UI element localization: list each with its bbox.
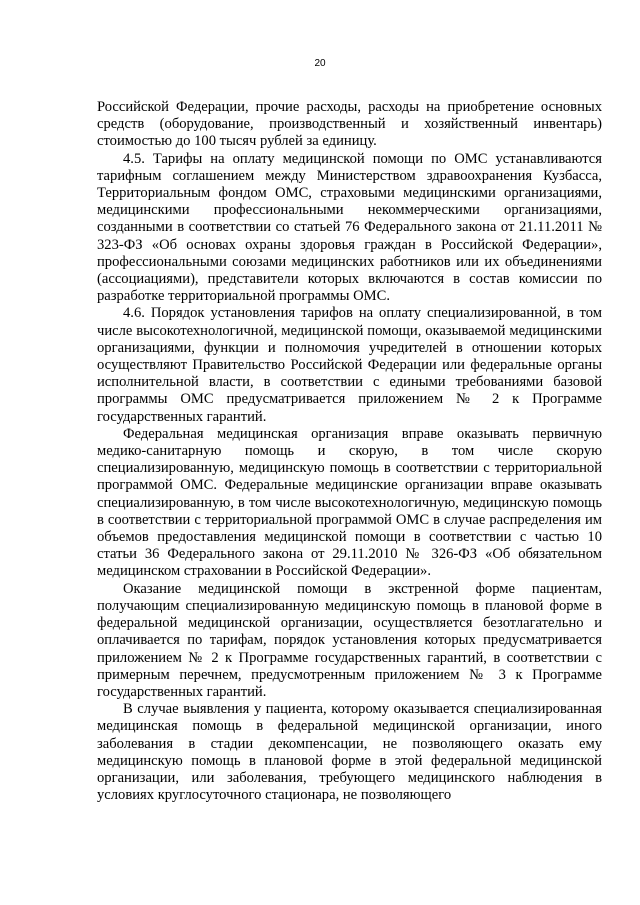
paragraph-4-6: 4.6. Порядок установления тарифов на оплату специализированной, в том числе высокотехнологичной, медицинской помощи, оказываемой медицинскими организациями, функции и полномочия учредителей в отношении которых осуществляют Правительство Российской Федерации или федеральные органы исполнительной власти, в соответствии с едиными требованиями базовой программы ОМС предусматривается приложением № 2 к Программе государственных гарантий. [97,305,602,425]
paragraph-decompensation: В случае выявления у пациента, которому оказывается специализированная медицинская помощь в федеральной медицинской организации, иного заболевания в стадии декомпенсации, не позволяющего оказать ему медицинскую помощь в плановой форме в этой федеральной медицинской организации, или заболевания, требующего медицинского наблюдения в условиях круглосуточного стационара, не позволяющего [97,701,602,804]
page-number: 20 [314,58,326,69]
paragraph-emergency-care: Оказание медицинской помощи в экстренной форме пациентам, получающим специализированную медицинскую помощь в плановой форме в федеральной медицинской организации, осуществляется безотлагательно и оплачивается по тарифам, порядок установления которых предусматривается приложением № 2 к Программе государственных гарантий, в соответствии с примерным перечнем, предусмотренным приложением № 3 к Программе государственных гарантий. [97,580,602,700]
paragraph-federal-organization: Федеральная медицинская организация вправе оказывать первичную медико-санитарную помощь и скорую, в том числе скорую специализированную, медицинскую помощь в соответствии с территориальной программой ОМС. Федеральные медицинские организации вправе оказывать специализированную, в том числе высокотехнологичную, медицинскую помощь в соответствии с территориальной программой ОМС в случае распределения им объемов предоставления медицинской помощи в соответствии с частью 10 статьи 36 Федерального закона от 29.11.2010 № 326-ФЗ «Об обязательном медицинском страховании в Российской Федерации». [97,425,602,580]
paragraph-continuation: Российской Федерации, прочие расходы, расходы на приобретение основных средств (оборудование, производственный и хозяйственный инвентарь) стоимостью до 100 тысяч рублей за единицу. [97,99,602,150]
paragraph-4-5: 4.5. Тарифы на оплату медицинской помощи по ОМС устанавливаются тарифным соглашением между Министерством здравоохранения Кузбасса, Территориальным фондом ОМС, страховыми медицинскими организациями, медицинскими профессиональными некоммерческими организациями, созданными в соответствии со статьей 76 Федерального закона от 21.11.2011 № 323-ФЗ «Об основах охраны здоровья граждан в Российской Федерации», профессиональными союзами медицинских работников или их объединениями (ассоциациями), представители которых включаются в состав комиссии по разработке территориальной программы ОМС. [97,150,602,305]
document-body [97,99,602,804]
